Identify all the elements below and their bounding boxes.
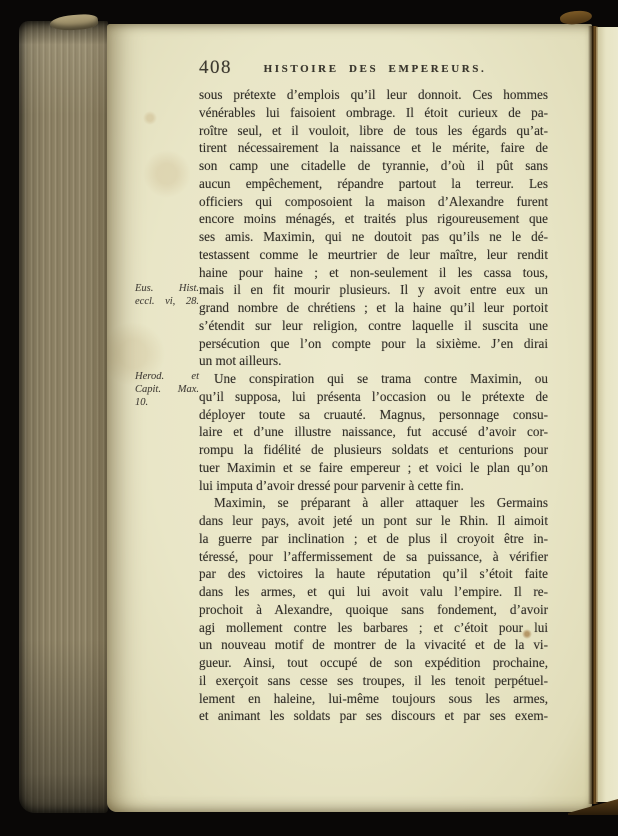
text-line: prochoit à Alexandre, quoique sans fondement, d’avoir — [199, 601, 548, 617]
text-line: qu’il supposa, lui présenta l’occasion ou le prétexte de — [199, 388, 548, 404]
note-line: eccl. vi, 28. — [135, 296, 199, 307]
text-line: encore moins ménagés, et traités plus rigoureusement que — [199, 211, 548, 227]
fore-edge-page-stack — [19, 21, 108, 813]
text-line: agi mollement contre les barbares ; et c’étoit pour lui — [199, 619, 548, 635]
margin-note-citation — [135, 282, 199, 308]
text-line: roître seul, et il vouloit, libre de tous les égards qu’at- — [199, 122, 548, 138]
page-header — [199, 57, 551, 81]
text-line: laire et d’une illustre naissance, fut accusé d’avoir cor- — [199, 424, 548, 440]
facing-page-strip — [596, 27, 618, 802]
text-line: testassent comme le meurtrier de leur maître, leur rendit — [199, 246, 548, 262]
text-line: Une conspiration qui se trama contre Maximin, ou — [214, 371, 548, 386]
gutter-shadow — [588, 26, 598, 804]
margin-note-citation — [135, 370, 199, 409]
text-line: lement en haleine, lui-même toujours sous les armes, — [199, 690, 548, 706]
text-line: haine pour haine ; et non-seulement il les cassa tous, — [199, 264, 548, 280]
text-line: un mot ailleurs. — [199, 353, 282, 369]
book-page — [107, 24, 592, 812]
text-line: rompu la fidélité de plusieurs soldats et centurions pour — [199, 442, 548, 457]
note-line: Capit. Max. — [135, 384, 199, 395]
text-line: Maximin, se préparant à aller attaquer les Germains — [214, 495, 548, 511]
text-line: tuer Maximin et se faire empereur ; et voici le plan qu’on — [199, 459, 548, 475]
note-line: Eus. Hist. — [135, 283, 199, 294]
text-line: dans les armes, et qui lui avoit valu l’empire. Il re- — [199, 584, 548, 599]
note-line: 10. — [135, 397, 149, 408]
text-line: tirent nécessairement la naissance et le mérite, faire de — [199, 140, 548, 156]
body-text — [199, 86, 548, 725]
text-line: un nouveau motif de montrer de la vivacité et de la vi- — [199, 637, 548, 653]
text-line: lui imputa d’avoir dressé pour parvenir à cette fin. — [199, 477, 464, 493]
text-line: gueur. Ainsi, tout occupé de son expédition prochaine, — [199, 655, 548, 670]
text-line: persécution que l’on compte pour la sixième. J’en dirai — [199, 335, 548, 351]
text-line: il exerçoit sans cesse ses troupes, il les tenoit perpétuel- — [199, 672, 548, 688]
text-line: aucun empêchement, répandre partout la terreur. Les — [199, 175, 548, 191]
text-line: la guerre par inclination ; et de plus il croyoit être in- — [199, 530, 548, 546]
text-line: grand nombre de chrétiens ; et la haine qu’il leur portoit — [199, 300, 548, 315]
text-line: mais il en fit mourir plusieurs. Il y avoit entre eux un — [199, 282, 548, 298]
text-line: vénérables lui faisoient ombrage. Il étoit curieux de pa- — [199, 104, 548, 120]
text-line: dans leur pays, avoit jeté un pont sur le Rhin. Il aimoit — [199, 513, 548, 528]
text-line: sous prétexte d’emplois qu’il leur donnoit. Ces hommes — [199, 87, 548, 102]
text-line: ses amis. Maximin, qui ne doutoit pas qu’ils ne le dé- — [199, 229, 548, 244]
text-line: son camp une citadelle de tyrannie, d’où il pût sans — [199, 158, 548, 173]
text-line: s’étendit sur leur religion, contre laquelle il suscita une — [199, 317, 548, 333]
text-line: déployer toute sa cruauté. Magnus, personnage consu- — [199, 406, 548, 422]
text-line: téressé, pour l’affermissement de sa puissance, à vérifier — [199, 548, 548, 564]
text-line: et animant les soldats par ses discours et par ses exem- — [199, 708, 548, 724]
note-line: Herod. et — [135, 371, 199, 382]
running-title: HISTOIRE DES EMPEREURS. — [263, 63, 487, 75]
text-line: par des victoires la haute réputation qu’il s’étoit faite — [199, 566, 548, 582]
text-line: officiers qui composoient la maison d’Alexandre furent — [199, 193, 548, 209]
page-number: 408 — [199, 57, 232, 78]
